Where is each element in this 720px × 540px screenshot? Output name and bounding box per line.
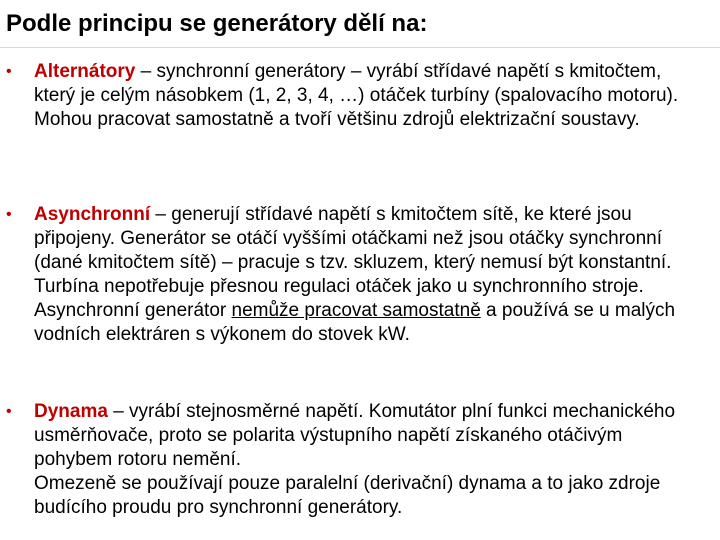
item-note: Omezeně se používají pouze paralelní (derivační) dynama a to jako zdroje budícího proudu pro synchronní generátory. [34, 473, 661, 518]
item-paragraph [34, 60, 702, 108]
item-term: Dynama [34, 401, 108, 422]
item-note [34, 299, 702, 347]
item-description: – synchronní generátory – vyrábí střídavé napětí s kmitočtem, který je celým násobkem (1, 2, 3, 4, …) otáček turbíny (spalovacího motoru). [34, 61, 679, 106]
bullet-icon: • [6, 206, 12, 223]
item-description: – vyrábí stejnosměrné napětí. Komutátor plní funkci mechanického usměrňovače, proto se polarita výstupního napětí získaného otáčivým pohybem rotoru nemění. [34, 401, 676, 470]
bullet-icon: • [6, 403, 12, 420]
item-content [34, 203, 702, 347]
note-text-end: a používá se u malých vodních elektráren s výkonem do stovek kW. [34, 300, 676, 345]
item-content [34, 60, 702, 132]
item-term: Alternátory [34, 61, 136, 82]
item-paragraph [34, 203, 702, 299]
item-content [34, 400, 702, 520]
item-paragraph [34, 400, 702, 472]
note-text: Asynchronní generátor [34, 300, 232, 321]
title-divider [0, 47, 720, 48]
item-note: Mohou pracovat samostatně a tvoří většinu zdrojů elektrizační soustavy. [34, 109, 640, 130]
slide-title: Podle principu se generátory dělí na: [6, 10, 428, 37]
item-description: – generují střídavé napětí s kmitočtem sítě, ke které jsou připojeny. Generátor se otáčí vyššími otáčkami než jsou otáčky synchronní (dané kmitočtem sítě) – pracuje s tzv. skluzem, který nemusí být konstantní. Turbína nepotřebuje přesnou regulaci otáček jako u synchronního stroje. [34, 204, 672, 297]
item-term: Asynchronní [34, 204, 151, 225]
underlined-text: nemůže pracovat samostatně [231, 300, 481, 321]
bullet-icon: • [6, 63, 12, 80]
